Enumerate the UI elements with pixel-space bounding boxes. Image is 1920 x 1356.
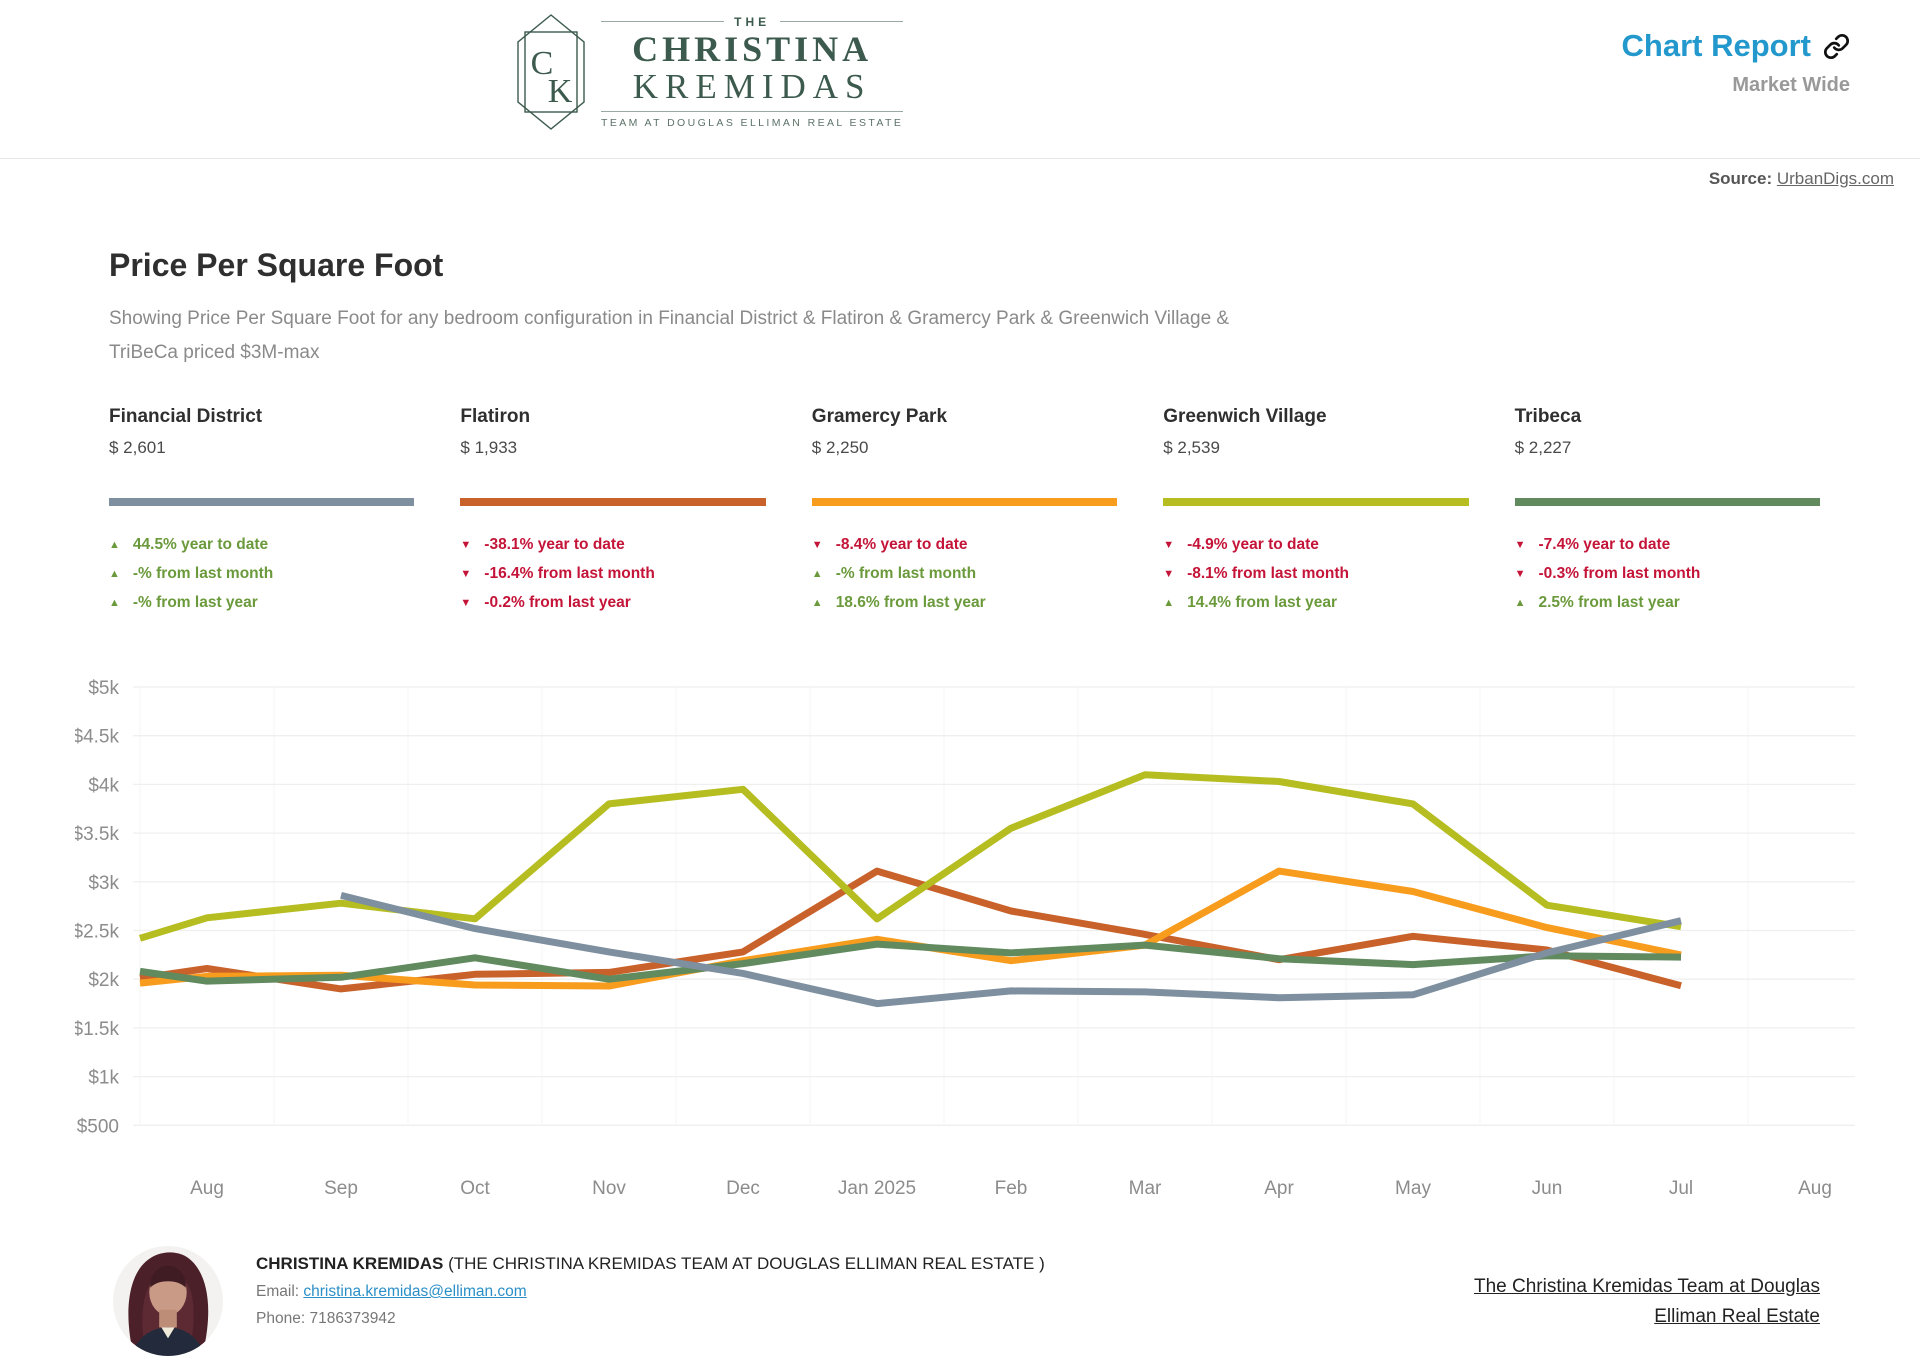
arrow-down-icon: ▼ [1163,567,1175,580]
card-value: $ 1,933 [460,438,518,457]
arrow-down-icon: ▼ [460,567,472,580]
card-color-bar [460,498,765,506]
page-title: Price Per Square Foot [109,247,444,283]
stat-row [812,594,1117,612]
stat-row [1163,565,1468,583]
stat-row [812,565,1117,583]
stat-text: 44.5% year to date [132,536,269,553]
stat-text: -38.1% year to date [484,536,625,553]
card-stats [460,536,765,612]
card-name: Financial District [109,406,263,427]
agent-phone: 7186373942 [309,1310,396,1327]
y-axis-tick-label: $4.5k [75,726,119,748]
arrow-up-icon: ▲ [811,567,823,580]
stat-row [460,565,765,583]
neighborhood-card [1515,406,1820,612]
arrow-up-icon: ▲ [109,567,120,580]
y-axis-tick-label: $3k [88,872,119,894]
brand-logo [515,12,903,132]
arrow-down-icon: ▼ [460,538,472,551]
y-axis-tick-label: $4k [88,775,119,797]
logo-team-line: TEAM AT DOUGLAS ELLIMAN REAL ESTATE [601,111,903,129]
card-name: Gramercy Park [811,406,948,427]
series-line-tribeca [140,944,1681,981]
stat-row [1515,565,1820,583]
card-name: Greenwich Village [1163,406,1327,427]
svg-text:K: K [547,73,573,110]
link-icon[interactable] [1823,33,1850,60]
y-axis-tick-label: $500 [76,1116,119,1138]
page-subtitle: Showing Price Per Square Foot for any bedroom configuration in Financial District & Flatiron & Gramercy Park & Greenwich Village & TriBeCa priced $3M-max [109,308,1230,363]
x-axis-tick-label: Sep [324,1178,358,1199]
stat-text: 2.5% from last year [1538,594,1680,611]
stat-row [460,536,765,554]
stat-text: 14.4% from last year [1187,594,1337,611]
stat-text: -0.2% from last year [484,594,631,611]
stat-row [109,594,414,612]
card-color-bar [812,498,1117,506]
card-color-bar [1163,498,1468,506]
x-axis-tick-label: Aug [1798,1178,1832,1199]
stat-row [812,536,1117,554]
stat-text: -% from last year [132,594,258,611]
y-axis-tick-label: $2k [88,970,119,992]
card-stats [109,536,414,612]
y-axis-tick-label: $1k [88,1067,119,1089]
arrow-down-icon: ▼ [1514,567,1526,580]
card-value: $ 2,539 [1163,438,1220,457]
x-axis-tick-label: Dec [726,1178,760,1199]
card-color-bar [109,498,414,506]
x-axis-tick-label: Jun [1531,1178,1563,1199]
stat-text: -8.1% from last month [1187,565,1349,582]
arrow-up-icon: ▲ [109,538,120,551]
card-value: $ 2,250 [811,438,869,457]
stat-row [1515,536,1820,554]
neighborhood-card [460,406,765,612]
card-stats [1515,536,1820,612]
x-axis-tick-label: Jan 2025 [837,1178,917,1199]
price-per-sqft-chart[interactable] [75,664,1890,1224]
card-name: Tribeca [1514,406,1582,427]
stat-text: -% from last month [132,565,274,582]
arrow-down-icon: ▼ [811,538,823,551]
neighborhood-card [1163,406,1468,612]
card-stats [812,536,1117,612]
stat-text: -4.9% year to date [1187,536,1319,553]
x-axis-tick-label: Aug [190,1178,224,1199]
x-axis-tick-label: Oct [460,1178,490,1199]
source-row [0,159,1920,189]
x-axis-tick-label: May [1395,1178,1431,1199]
card-value: $ 2,227 [1514,438,1572,457]
y-axis-tick-label: $2.5k [75,921,119,943]
x-axis-tick-label: Jul [1668,1178,1694,1199]
stat-text: -% from last month [835,565,977,582]
stat-text: -7.4% year to date [1538,536,1671,553]
stat-row [109,565,414,583]
stat-text: -8.4% year to date [835,536,968,553]
card-value: $ 2,601 [109,438,166,457]
arrow-up-icon: ▲ [1163,596,1175,609]
series-line-greenwich-village [140,775,1681,939]
x-axis-tick-label: Mar [1128,1178,1162,1199]
phone-label: Phone: [256,1310,306,1327]
stat-row [1163,536,1468,554]
neighborhood-cards [109,406,1820,612]
report-subtitle: Market Wide [1732,74,1850,96]
team-link[interactable]: The Christina Kremidas Team at Douglas Elliman Real Estate [1473,1276,1820,1327]
series-line-gramercy-park [140,871,1681,986]
arrow-down-icon: ▼ [1163,538,1175,551]
report-title: Chart Report [1621,28,1811,63]
x-axis-tick-label: Feb [994,1178,1028,1199]
neighborhood-card [109,406,414,612]
x-axis-tick-label: Apr [1264,1178,1294,1199]
stat-text: 18.6% from last year [835,594,986,611]
logo-line2: KREMIDAS [632,66,872,106]
agent-photo-icon [113,1246,223,1356]
chart-svg [75,664,1890,1224]
header [0,0,1920,159]
x-axis-tick-label: Nov [592,1178,626,1199]
agent-name: CHRISTINA KREMIDAS [256,1254,444,1273]
email-label: Email: [256,1283,300,1300]
stat-row [1163,594,1468,612]
arrow-down-icon: ▼ [460,596,472,609]
neighborhood-card [812,406,1117,612]
logo-the: THE [601,15,903,29]
agent-email-link[interactable]: christina.kremidas@elliman.com [303,1283,527,1300]
stat-row [460,594,765,612]
y-axis-tick-label: $3.5k [75,824,119,846]
y-axis-tick-label: $1.5k [75,1018,119,1040]
card-stats [1163,536,1468,612]
stat-text: -16.4% from last month [484,565,655,582]
source-link[interactable]: UrbanDigs.com [1776,169,1894,188]
avatar [113,1246,223,1356]
ck-monogram-icon [515,12,587,132]
svg-text:C: C [530,45,554,82]
arrow-up-icon: ▲ [811,596,823,609]
arrow-down-icon: ▼ [1514,538,1526,551]
stat-row [109,536,414,554]
agent-team-suffix: (THE CHRISTINA KREMIDAS TEAM AT DOUGLAS ELLIMAN REAL ESTATE ) [448,1254,1045,1273]
y-axis-tick-label: $5k [88,678,119,699]
stat-row [1515,594,1820,612]
card-color-bar [1515,498,1820,506]
stat-text: -0.3% from last month [1538,565,1701,582]
card-name: Flatiron [460,406,531,427]
source-label: Source: [1708,169,1773,188]
logo-line1: CHRISTINA [632,28,873,69]
arrow-up-icon: ▲ [1514,596,1526,609]
footer [113,1246,1820,1356]
arrow-up-icon: ▲ [109,596,120,609]
